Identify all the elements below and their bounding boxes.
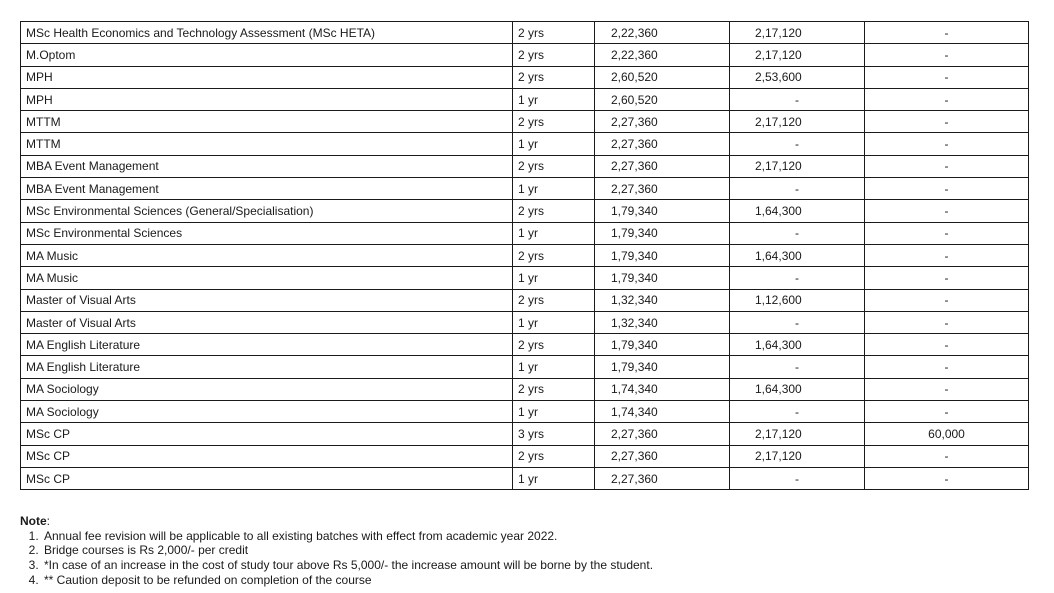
program-cell: MPH — [21, 66, 513, 88]
fee-cell-3: - — [865, 267, 1029, 289]
fee-cell-2: - — [730, 133, 865, 155]
fee-cell-3: - — [865, 44, 1029, 66]
note-item: 1. Annual fee revision will be applicable to all existing batches with effect from academic year 2022. — [42, 529, 653, 544]
duration-cell: 2 yrs — [513, 244, 595, 266]
note-item: 4. ** Caution deposit to be refunded on completion of the course — [42, 573, 653, 588]
table-row — [21, 334, 1029, 356]
notes-title: Note — [20, 514, 47, 528]
duration-cell: 1 yr — [513, 88, 595, 110]
fee-cell-1: 1,79,340 — [595, 222, 730, 244]
fee-cell-1: 1,74,340 — [595, 401, 730, 423]
duration-cell: 1 yr — [513, 311, 595, 333]
fee-cell-3: - — [865, 311, 1029, 333]
duration-cell: 2 yrs — [513, 22, 595, 44]
table-row — [21, 222, 1029, 244]
table-row — [21, 66, 1029, 88]
fee-cell-2: 1,64,300 — [730, 334, 865, 356]
fee-cell-1: 2,27,360 — [595, 467, 730, 489]
duration-cell: 2 yrs — [513, 66, 595, 88]
fee-cell-2: - — [730, 311, 865, 333]
notes-heading — [20, 514, 653, 529]
table-row — [21, 356, 1029, 378]
fee-cell-1: 1,79,340 — [595, 200, 730, 222]
fee-cell-1: 2,27,360 — [595, 445, 730, 467]
note-item: 2. Bridge courses is Rs 2,000/- per credit — [42, 543, 653, 558]
table-row — [21, 178, 1029, 200]
notes-list — [20, 529, 653, 588]
fee-cell-3: - — [865, 356, 1029, 378]
fee-cell-1: 1,79,340 — [595, 244, 730, 266]
fee-cell-1: 2,22,360 — [595, 22, 730, 44]
program-cell: MBA Event Management — [21, 178, 513, 200]
fee-cell-3: 60,000 — [865, 423, 1029, 445]
table-row — [21, 401, 1029, 423]
fee-cell-1: 2,60,520 — [595, 88, 730, 110]
fee-cell-3: - — [865, 155, 1029, 177]
fee-cell-2: - — [730, 267, 865, 289]
fee-cell-3: - — [865, 401, 1029, 423]
table-row — [21, 467, 1029, 489]
program-cell: M.Optom — [21, 44, 513, 66]
fee-cell-2: 2,17,120 — [730, 155, 865, 177]
fee-cell-2: 2,17,120 — [730, 22, 865, 44]
program-cell: MPH — [21, 88, 513, 110]
table-row — [21, 22, 1029, 44]
program-cell: MSc CP — [21, 445, 513, 467]
table-row — [21, 200, 1029, 222]
table-row — [21, 289, 1029, 311]
fee-cell-2: 2,17,120 — [730, 423, 865, 445]
program-cell: MA Sociology — [21, 378, 513, 400]
table-row — [21, 155, 1029, 177]
duration-cell: 1 yr — [513, 133, 595, 155]
fee-cell-3: - — [865, 88, 1029, 110]
duration-cell: 2 yrs — [513, 445, 595, 467]
fee-cell-1: 2,22,360 — [595, 44, 730, 66]
duration-cell: 2 yrs — [513, 378, 595, 400]
fee-cell-3: - — [865, 133, 1029, 155]
table-row — [21, 44, 1029, 66]
fee-cell-1: 1,79,340 — [595, 267, 730, 289]
duration-cell: 2 yrs — [513, 111, 595, 133]
table-row — [21, 311, 1029, 333]
table-row — [21, 133, 1029, 155]
table-row — [21, 378, 1029, 400]
program-cell: MA Music — [21, 267, 513, 289]
fee-cell-1: 1,32,340 — [595, 311, 730, 333]
fee-cell-1: 2,27,360 — [595, 111, 730, 133]
program-cell: MSc Environmental Sciences — [21, 222, 513, 244]
fee-cell-3: - — [865, 467, 1029, 489]
fee-cell-2: 2,17,120 — [730, 111, 865, 133]
table-row — [21, 111, 1029, 133]
program-cell: Master of Visual Arts — [21, 311, 513, 333]
program-cell: MSc Health Economics and Technology Assessment (MSc HETA) — [21, 22, 513, 44]
table-row — [21, 88, 1029, 110]
duration-cell: 2 yrs — [513, 44, 595, 66]
fee-cell-1: 2,60,520 — [595, 66, 730, 88]
duration-cell: 3 yrs — [513, 423, 595, 445]
program-cell: MBA Event Management — [21, 155, 513, 177]
duration-cell: 1 yr — [513, 222, 595, 244]
fee-cell-3: - — [865, 66, 1029, 88]
table-row — [21, 423, 1029, 445]
fee-cell-2: - — [730, 467, 865, 489]
fee-cell-1: 2,27,360 — [595, 178, 730, 200]
duration-cell: 1 yr — [513, 356, 595, 378]
fee-cell-2: - — [730, 88, 865, 110]
fee-cell-1: 2,27,360 — [595, 155, 730, 177]
fee-cell-1: 2,27,360 — [595, 133, 730, 155]
fee-cell-3: - — [865, 445, 1029, 467]
fee-cell-2: 2,17,120 — [730, 44, 865, 66]
table-row — [21, 244, 1029, 266]
fee-cell-3: - — [865, 200, 1029, 222]
fee-cell-3: - — [865, 178, 1029, 200]
fee-cell-2: 1,64,300 — [730, 244, 865, 266]
fee-cell-2: 1,64,300 — [730, 378, 865, 400]
fee-cell-1: 1,74,340 — [595, 378, 730, 400]
fee-cell-2: - — [730, 222, 865, 244]
fee-cell-2: - — [730, 178, 865, 200]
duration-cell: 2 yrs — [513, 155, 595, 177]
program-cell: MA English Literature — [21, 356, 513, 378]
fee-cell-3: - — [865, 111, 1029, 133]
program-cell: MA Music — [21, 244, 513, 266]
fee-cell-1: 1,79,340 — [595, 334, 730, 356]
duration-cell: 2 yrs — [513, 334, 595, 356]
fee-cell-3: - — [865, 289, 1029, 311]
fee-cell-3: - — [865, 244, 1029, 266]
program-cell: MSc CP — [21, 467, 513, 489]
fee-table — [20, 21, 1029, 490]
fee-cell-3: - — [865, 222, 1029, 244]
duration-cell: 1 yr — [513, 401, 595, 423]
fee-cell-1: 2,27,360 — [595, 423, 730, 445]
fee-cell-2: 1,64,300 — [730, 200, 865, 222]
duration-cell: 2 yrs — [513, 200, 595, 222]
program-cell: MA English Literature — [21, 334, 513, 356]
duration-cell: 1 yr — [513, 178, 595, 200]
fee-cell-2: - — [730, 401, 865, 423]
program-cell: Master of Visual Arts — [21, 289, 513, 311]
fee-cell-1: 1,32,340 — [595, 289, 730, 311]
fee-cell-3: - — [865, 22, 1029, 44]
program-cell: MSc CP — [21, 423, 513, 445]
program-cell: MTTM — [21, 111, 513, 133]
table-row — [21, 445, 1029, 467]
fee-cell-2: 2,17,120 — [730, 445, 865, 467]
note-item: 3. *In case of an increase in the cost of study tour above Rs 5,000/- the increase amount will be borne by the student. — [42, 558, 653, 573]
fee-cell-2: 2,53,600 — [730, 66, 865, 88]
fee-cell-3: - — [865, 334, 1029, 356]
notes-title-colon: : — [46, 514, 51, 528]
notes-section — [20, 514, 653, 588]
duration-cell: 1 yr — [513, 467, 595, 489]
program-cell: MA Sociology — [21, 401, 513, 423]
duration-cell: 1 yr — [513, 267, 595, 289]
fee-table-body — [21, 22, 1029, 490]
fee-cell-2: 1,12,600 — [730, 289, 865, 311]
fee-cell-1: 1,79,340 — [595, 356, 730, 378]
fee-cell-3: - — [865, 378, 1029, 400]
duration-cell: 2 yrs — [513, 289, 595, 311]
table-row — [21, 267, 1029, 289]
fee-cell-2: - — [730, 356, 865, 378]
program-cell: MSc Environmental Sciences (General/Specialisation) — [21, 200, 513, 222]
program-cell: MTTM — [21, 133, 513, 155]
